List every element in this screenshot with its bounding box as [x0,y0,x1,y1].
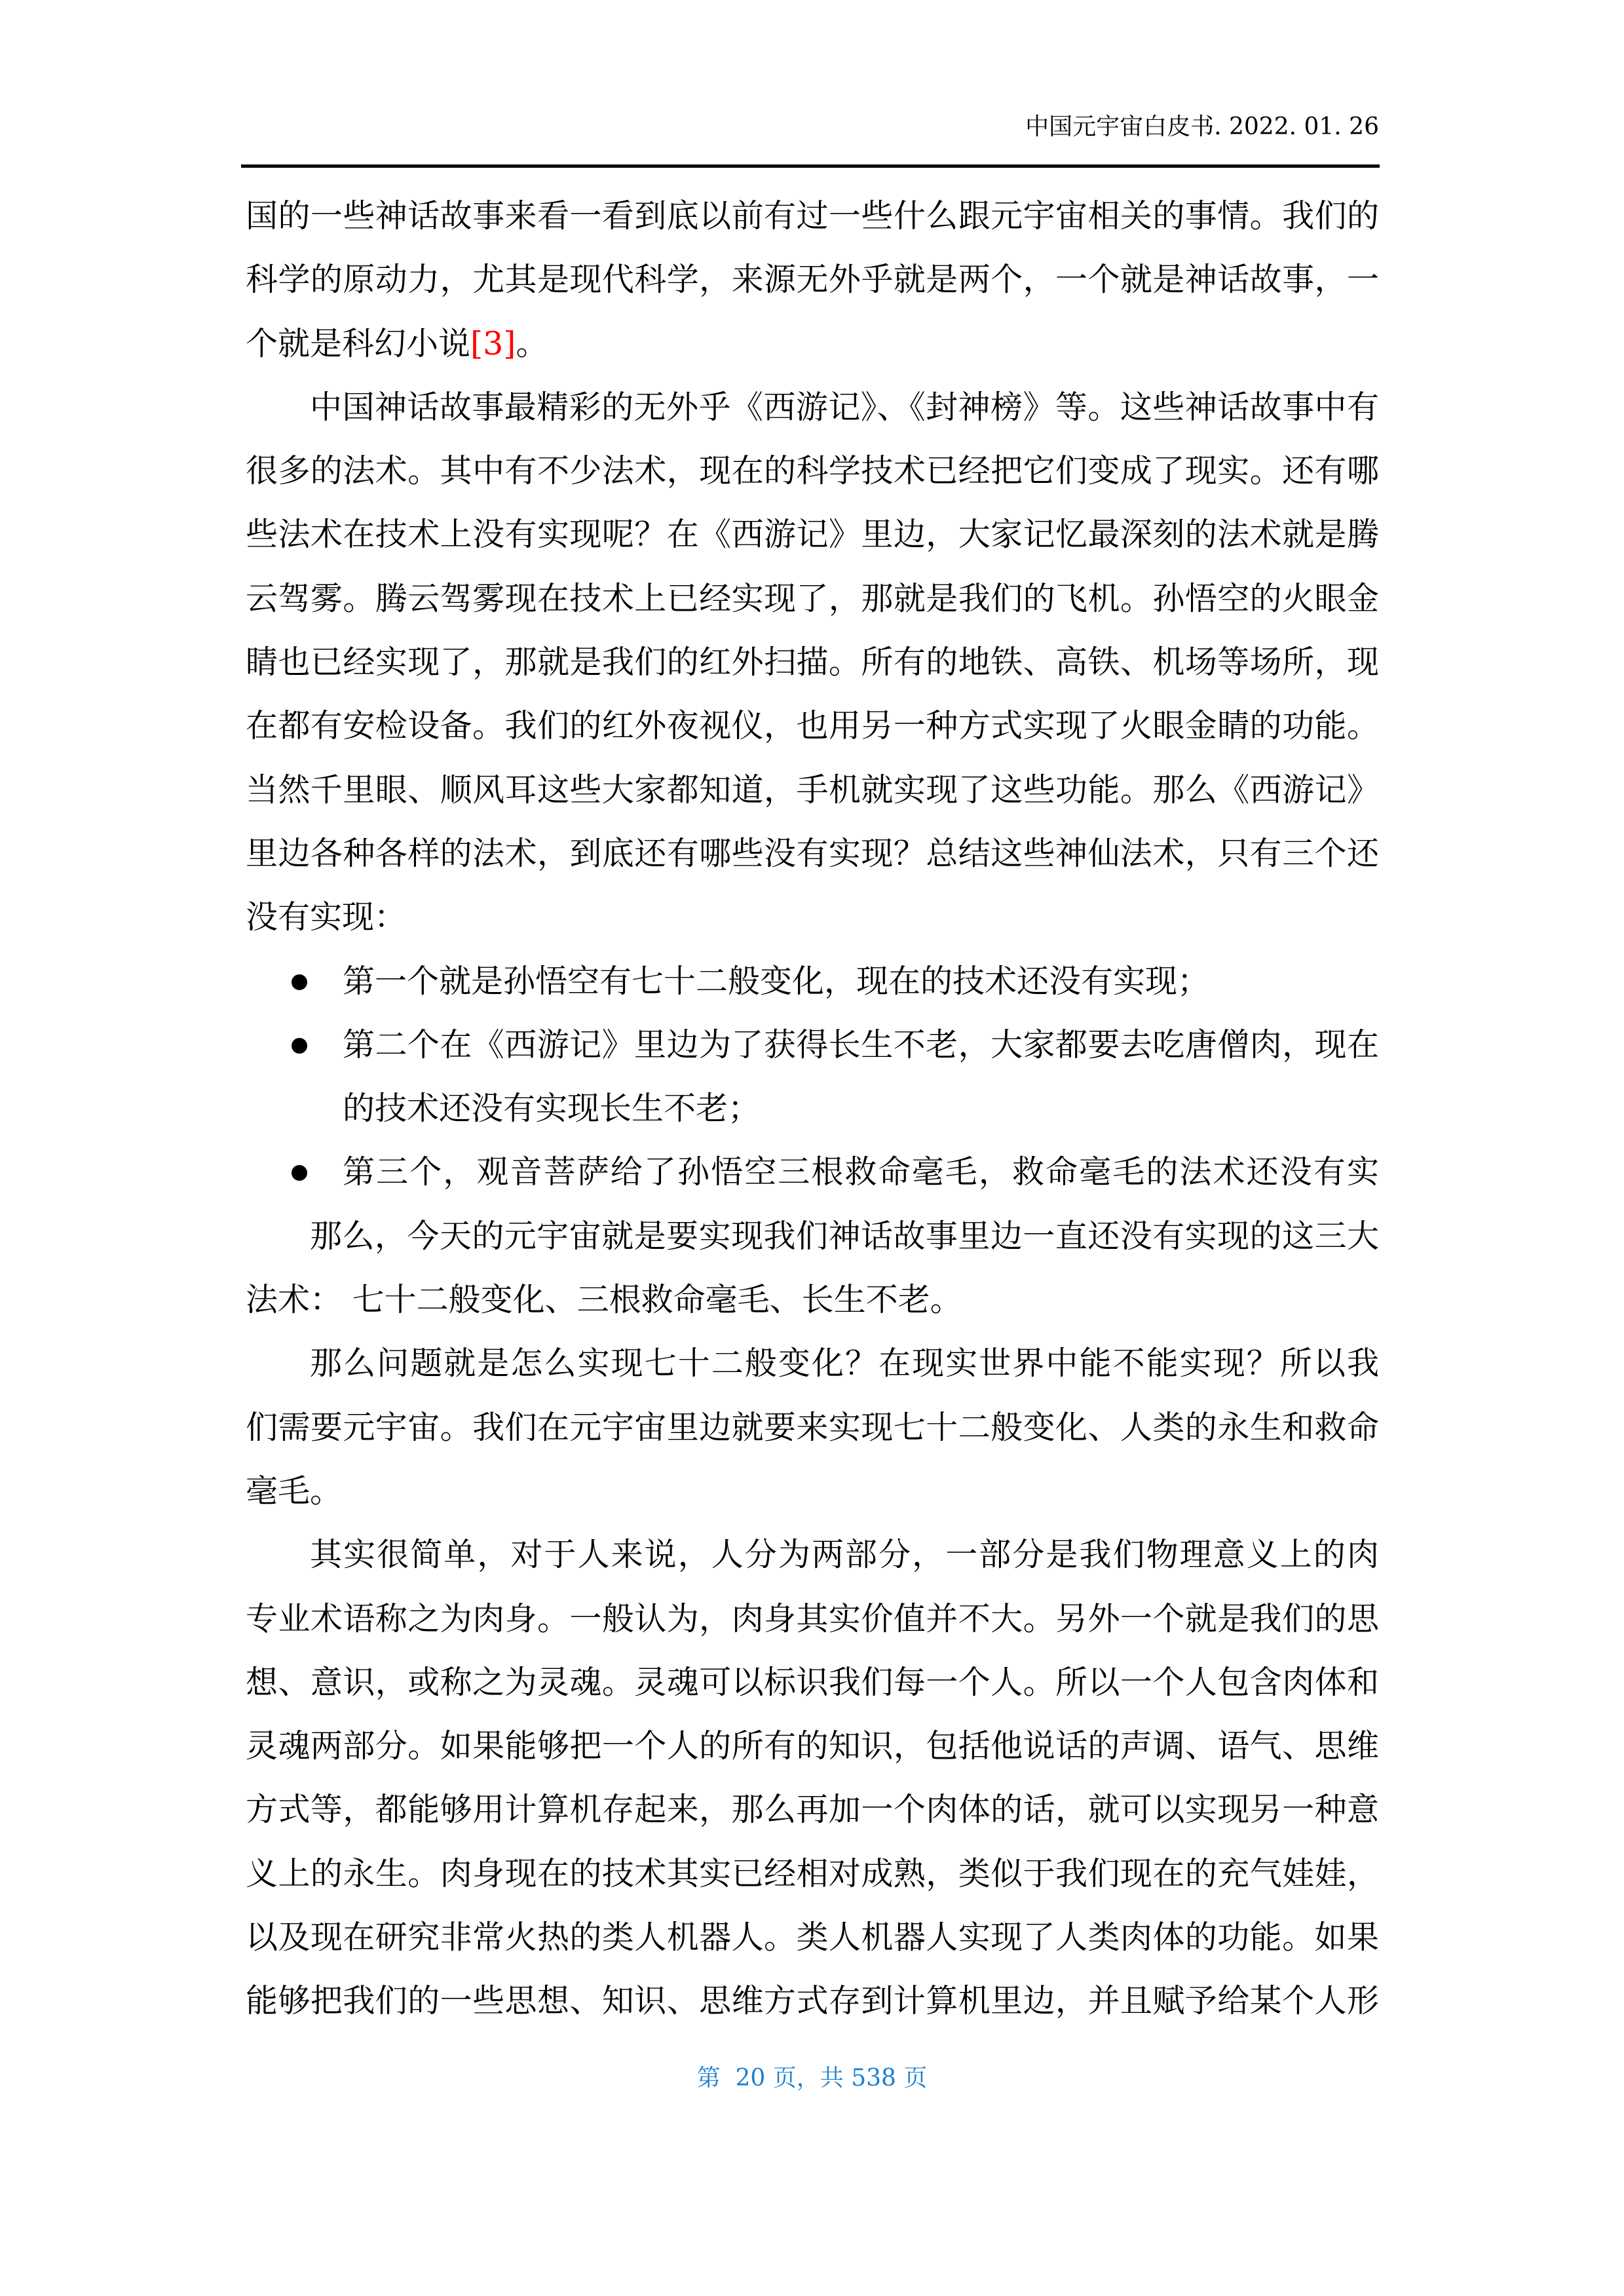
paragraph [246,1523,1379,2033]
text-line [246,375,1379,439]
text-line [246,758,1379,822]
line-text: 毫毛。 [246,1472,343,1510]
text-segment: 。 [516,324,548,362]
text-line [246,1077,1379,1140]
line-text: 能够把我们的一些思想、知识、思维方式存到计算机里边，并且赋予给某个人形 [246,1982,1379,2020]
line-text: 里边各种各样的法术，到底还有哪些没有实现？总结这些神仙法术，只有三个还 [246,834,1379,872]
line-text: 没有实现： [246,898,407,936]
text-line [246,1459,1379,1523]
text-line [246,439,1379,503]
text-line [246,1969,1379,2033]
line-text: 第三个，观音菩萨给了孙悟空三根救命毫毛，救命毫毛的法术还没有实 [343,1153,1379,1191]
text-segment: 个就是科幻小说 [246,324,471,362]
page-number: 第 20 页，共 538 页 [696,2065,928,2092]
text-line [246,1587,1379,1651]
text-line [246,1396,1379,1459]
text-line [246,694,1379,757]
line-text: 想、意识，或称之为灵魂。灵魂可以标识我们每一个人。所以一个人包含肉体和 [246,1663,1379,1701]
text-line [246,1905,1379,1969]
line-text: 第二个在《西游记》里边为了获得长生不老，大家都要去吃唐僧肉，现在 [343,1025,1379,1063]
bullet-icon [292,974,307,990]
line-text: 法术： 七十二般变化、三根救命毫毛、长生不老。 [246,1281,962,1319]
text-line [246,885,1379,949]
text-line [246,949,1379,1013]
text-line [246,1651,1379,1714]
bullet-item [246,1140,1379,1204]
line-text: 很多的法术。其中有不少法术，现在的科学技术已经把它们变成了现实。还有哪 [246,452,1379,490]
bullet-icon [292,1165,307,1181]
text-line [246,1523,1379,1586]
line-text: 以及现在研究非常火热的类人机器人。类人机器人实现了人类肉体的功能。如果 [246,1919,1379,1957]
paragraph [246,375,1379,949]
line-text: 云驾雾。腾云驾雾现在技术上已经实现了，那就是我们的飞机。孙悟空的火眼金 [246,579,1379,617]
bullet-item [246,949,1379,1013]
line-text: 些法术在技术上没有实现呢？在《西游记》里边，大家记忆最深刻的法术就是腾 [246,516,1379,554]
text-line [246,184,1379,248]
line-text: 国的一些神话故事来看一看到底以前有过一些什么跟元宇宙相关的事情。我们的 [246,197,1379,235]
line-text: 那么问题就是怎么实现七十二般变化？在现实世界中能不能实现？所以我 [310,1345,1379,1383]
text-line [246,630,1379,694]
bullet-item [246,1013,1379,1141]
bullet-icon [292,1038,307,1054]
line-text: 义上的永生。肉身现在的技术其实已经相对成熟，类似于我们现在的充气娃娃， [246,1854,1379,1892]
line-text: 睛也已经实现了，那就是我们的红外扫描。所有的地铁、高铁、机场等场所，现 [246,643,1379,681]
text-line [246,503,1379,566]
text-line [246,1268,1379,1331]
body-text [246,184,1379,2033]
line-text: 在都有安检设备。我们的红外夜视仪，也用另一种方式实现了火眼金睛的功能。 [246,707,1379,745]
text-line [246,1204,1379,1268]
line-text: 灵魂两部分。如果能够把一个人的所有的知识，包括他说话的声调、语气、思维 [246,1727,1379,1765]
line-text: 方式等，都能够用计算机存起来，那么再加一个肉体的话，就可以实现另一种意 [246,1791,1379,1829]
text-line [246,1778,1379,1841]
text-line [246,248,1379,311]
text-line [246,312,1379,375]
line-text: 那么，今天的元宇宙就是要实现我们神话故事里边一直还没有实现的这三大 [310,1217,1379,1255]
line-text: 当然千里眼、顺风耳这些大家都知道，手机就实现了这些功能。那么《西游记》 [246,771,1379,809]
text-line [246,1140,1379,1204]
paragraph [246,1331,1379,1523]
citation-link[interactable]: [3] [470,324,516,362]
line-text: 中国神话故事最精彩的无外乎《西游记》、《封神榜》等。这些神话故事中有 [310,388,1379,426]
text-line [246,1714,1379,1778]
text-line [246,1842,1379,1905]
header-rule [241,164,1380,168]
line-text: 科学的原动力，尤其是现代科学，来源无外乎就是两个，一个就是神话故事，一 [246,261,1379,299]
line-text: 们需要元宇宙。我们在元宇宙里边就要来实现七十二般变化、人类的永生和救命 [246,1408,1379,1446]
paragraph [246,1204,1379,1332]
line-text: 专业术语称之为肉身。一般认为，肉身其实价值并不大。另外一个就是我们的思 [246,1599,1379,1637]
line-text: 第一个就是孙悟空有七十二般变化，现在的技术还没有实现； [343,962,1210,1000]
text-line [246,822,1379,885]
running-header: 中国元宇宙白皮书. 2022. 01. 26 [1025,113,1379,140]
line-text: 的技术还没有实现长生不老； [343,1090,761,1128]
text-line [246,1013,1379,1077]
paragraph [246,184,1379,375]
line-text: 其实很简单，对于人来说，人分为两部分，一部分是我们物理意义上的肉 [310,1536,1379,1574]
text-line [246,567,1379,630]
text-line [246,1331,1379,1395]
